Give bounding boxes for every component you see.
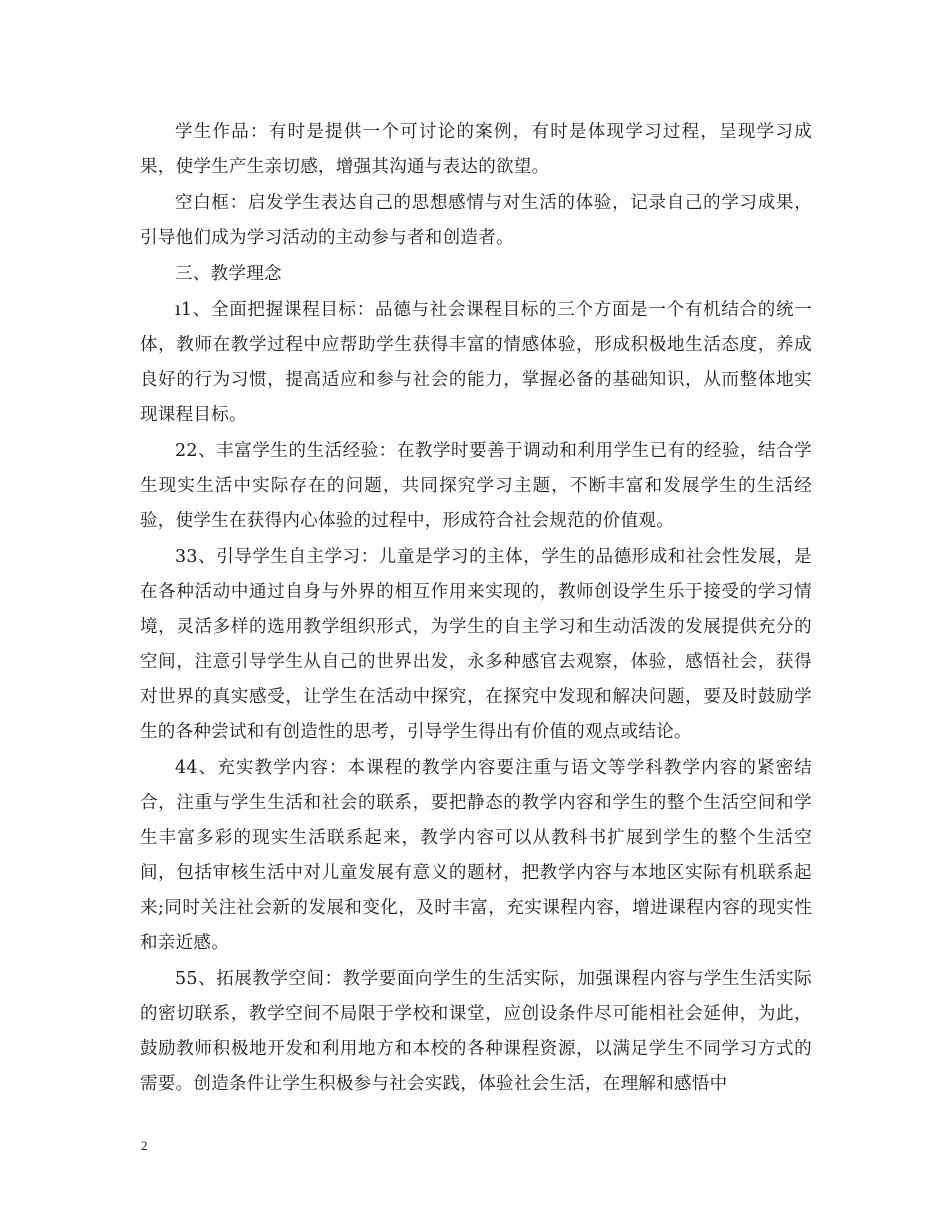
paragraph-life-experience: 22、丰富学生的生活经验：在教学时要善于调动和利用学生已有的经验，结合学生现实生活中实际存在的问题，共同探究学习主题，不断丰富和发展学生的生活经验，使学生在获得内心体验的过程中，形成符合社会规范的价值观。 <box>140 441 812 531</box>
paragraph-teaching-space: 55、拓展教学空间：教学要面向学生的生活实际，加强课程内容与学生生活实际的密切联系，教学空间不局限于学校和课堂，应创设条件尽可能相社会延伸，为此，鼓励教师积极地开发和利用地方和本校的各种课程资源，以满足学生不同学习方式的需要。创造条件让学生积极参与社会实践，体验社会生活，在理解和感悟中 <box>140 969 812 1094</box>
section-heading-teaching-philosophy: 三、教学理念 <box>175 264 282 284</box>
paragraph-course-goals: ı1、全面把握课程目标：品德与社会课程目标的三个方面是一个有机结合的统一体，教师在教学过程中应帮助学生获得丰富的情感体验，形成积极地生活态度，养成良好的行为习惯，提高适应和参与社会的能力，掌握必备的基础知识，从而整体地实现课程目标。 <box>140 300 812 425</box>
paragraph-autonomous-learning: 33、引导学生自主学习：儿童是学习的主体，学生的品德形成和社会性发展，是在各种活动中通过自身与外界的相互作用来实现的，教师创设学生乐于接受的学习情境，灵活多样的选用教学组织形式，为学生的自主学习和生动活泼的发展提供充分的空间，注意引导学生从自己的世界出发，永多种感官去观察，体验，感悟社会，获得对世界的真实感受，让学生在活动中探究，在探究中发现和解决问题，要及时鼓励学生的各种尝试和有创造性的思考，引导学生得出有价值的观点或结论。 <box>140 547 812 742</box>
page-number: 2 <box>141 1138 148 1153</box>
paragraph-student-works: 学生作品：有时是提供一个可讨论的案例，有时是体现学习过程，呈现学习成果，使学生产生亲切感，增强其沟通与表达的欲望。 <box>140 122 812 177</box>
paragraph-teaching-content: 44、充实教学内容：本课程的教学内容要注重与语文等学科教学内容的紧密结合，注重与学生生活和社会的联系，要把静态的教学内容和学生的整个生活空间和学生丰富多彩的现实生活联系起来，教学内容可以从教科书扩展到学生的整个生活空间，包括审核生活中对儿童发展有意义的题材，把教学内容与本地区实际有机联系起来;同时关注社会新的发展和变化，及时丰富，充实课程内容，增进课程内容的现实性和亲近感。 <box>140 758 812 953</box>
paragraph-blank-box: 空白框：启发学生表达自己的思想感情与对生活的体验，记录自己的学习成果，引导他们成为学习活动的主动参与者和创造者。 <box>140 193 812 248</box>
document-body <box>140 115 812 1103</box>
